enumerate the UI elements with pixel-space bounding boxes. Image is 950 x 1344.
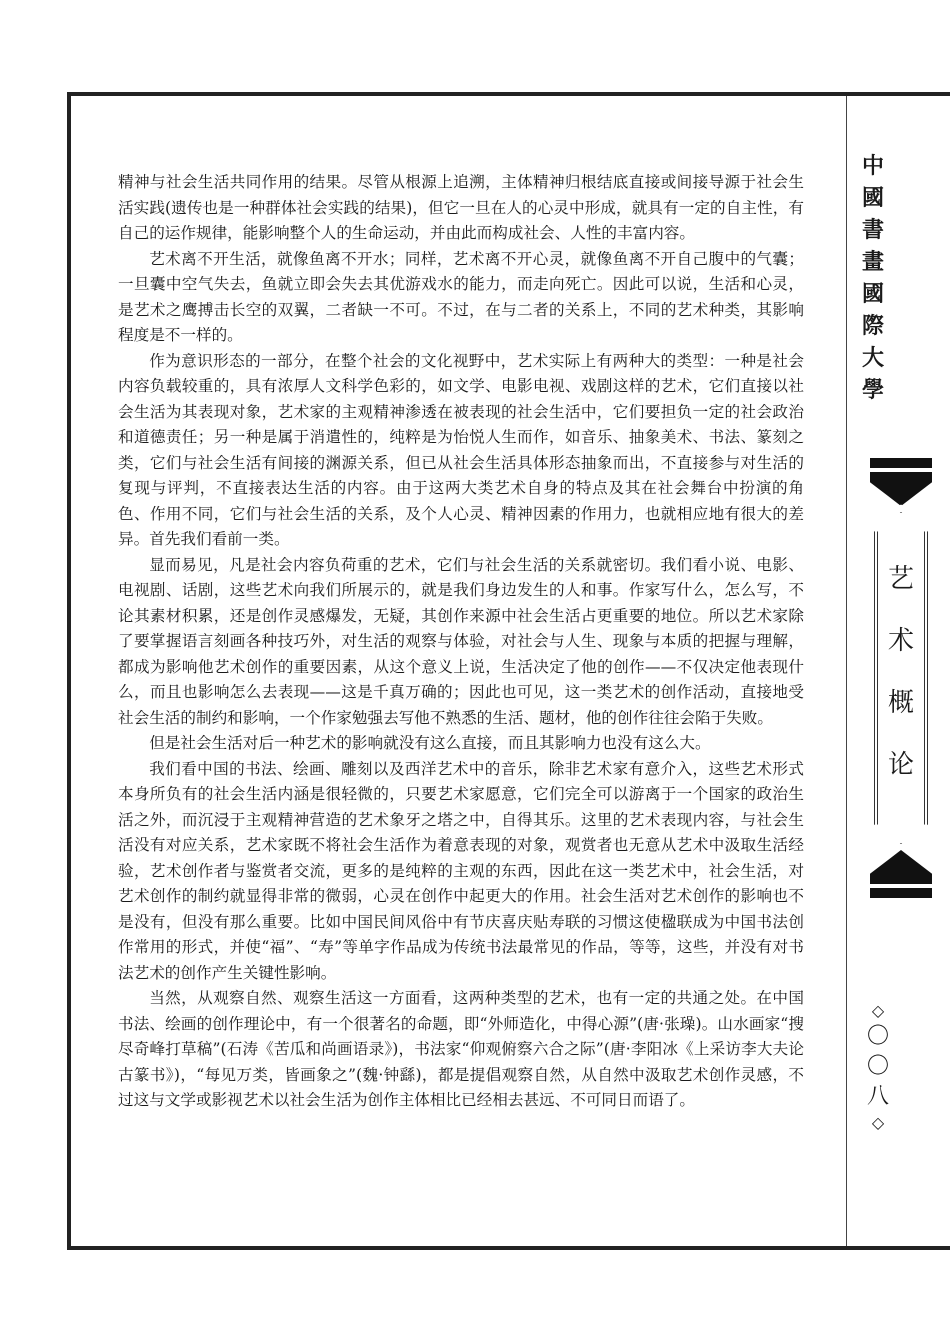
paragraph: 艺术离不开生活，就像鱼离不开水；同样，艺术离不开心灵，就像鱼离不开自己腹中的气囊；一旦囊中空气失去，鱼就立即会失去其优游戏水的能力，而走向死亡。因此可以说，生活和心灵，是艺术之鹰搏击长空的双翼，二者缺一不可。不过，在与二者的关系上，不同的艺术种类，其影响程度是不一样的。 (118, 249, 804, 344)
publisher-char: 書 (861, 217, 884, 243)
ornament-chevron-bottom (870, 850, 932, 884)
publisher-char: 際 (861, 313, 884, 339)
page-number (866, 1000, 890, 1134)
ornament-bar-top (870, 458, 932, 468)
paragraph: 但是社会生活对后一种艺术的影响就没有这么直接，而且其影响力也没有这么大。 (149, 734, 711, 752)
paragraph: 我们看中国的书法、绘画、雕刻以及西洋艺术中的音乐，除非艺术家有意介入，这些艺术形式本身所负有的社会生活内涵是很轻微的，只要艺术家愿意，它们完全可以游离于一个国家的政治生活之外，而沉浸于主观精神营造的艺术象牙之塔之中，自得其乐。这里的艺术表现内容，与社会生活没有对应关系，艺术家既不将社会生活作为着意表现的对象，观赏者也无意从艺术中汲取生活经验，艺术创作者与鉴赏者交流，更多的是纯粹的主观的东西，因此在这一类艺术中，社会生活，对艺术创作的制约就显得非常的微弱，心灵在创作中起更大的作用。社会生活对艺术创作的影响也不是没有，但没有那么重要。比如中国民间风俗中有节庆喜庆贴寿联的习惯这使楹联成为中国书法创作常用的形式，并使“福”、“寿”等单字作品成为传统书法最常见的作品，等等，这些，并没有对书法艺术的创作产生关键性影响。 (118, 759, 804, 982)
publisher-title (858, 150, 888, 406)
publisher-char: 國 (861, 281, 884, 307)
book-title-ornament (870, 458, 932, 898)
page-number-char: 〇 (866, 1054, 889, 1079)
ornament-bar-bottom (870, 888, 932, 898)
book-title-char: 术 (887, 626, 914, 656)
publisher-char: 大 (861, 345, 884, 371)
page-number-char: 八 (866, 1084, 889, 1109)
book-title-char: 论 (887, 750, 914, 780)
ornament-chevron-top (870, 472, 932, 506)
publisher-char: 中 (861, 153, 884, 179)
paragraph: 当然，从观察自然、观察生活这一方面看，这两种类型的艺术，也有一定的共通之处。在中国书法、绘画的创作理论中，有一个很著名的命题，即“外师造化，中得心源”(唐·张璪)。山水画家“搜尽奇峰打草稿”(石涛《苦瓜和尚画语录》)，书法家“仰观俯察六合之际”(唐·李阳冰《上采访李大夫论古篆书》)，“每见万类，皆画象之”(魏·钟繇)，都是提倡观察自然，从自然中汲取艺术创作灵感，不过这与文学或影视艺术以社会生活为创作主体相比已经相去甚远、不可同日而语了。 (118, 989, 804, 1109)
book-title-char: 概 (887, 688, 914, 718)
diamond-icon: ◇ (871, 1113, 885, 1132)
book-title-char: 艺 (887, 564, 914, 594)
publisher-char: 國 (861, 185, 884, 211)
publisher-char: 學 (861, 377, 884, 403)
paragraph: 作为意识形态的一部分，在整个社会的文化视野中，艺术实际上有两种大的类型：一种是社会内容负载较重的，具有浓厚人文科学色彩的，如文学、电影电视、戏剧这样的艺术，它们直接以社会生活为其表现对象，艺术家的主观精神渗透在被表现的社会生活中，它们要担负一定的社会政治和道德责任；另一种是属于消遣性的，纯粹是为怡悦人生而作，如音乐、抽象美术、书法、篆刻之类，它们与社会生活有间接的渊源关系，但已从社会生活具体形态抽象而出，不直接参与对生活的复现与评判，不直接表达生活的内容。由于这两大类艺术自身的特点及其在社会舞台中扮演的角色、作用不同，它们与社会生活的关系，及个人心灵、精神因素的作用力，也就相应地有很大的差异。首先我们看前一类。 (118, 351, 804, 548)
paragraph: 精神与社会生活共同作用的结果。尽管从根源上追溯，主体精神归根结底直接或间接导源于社会生活实践(遗传也是一种群体社会实践的结果)，但它一旦在人的心灵中形成，就具有一定的自主性，有自己的运作规律，能影响整个人的生命运动，并由此而构成社会、人性的丰富内容。 (118, 173, 804, 242)
book-title (870, 548, 932, 796)
diamond-icon: ◇ (871, 1001, 885, 1020)
body-text (118, 170, 804, 1114)
page-number-char: 〇 (866, 1024, 889, 1049)
paragraph: 显而易见，凡是社会内容负荷重的艺术，它们与社会生活的关系就密切。我们看小说、电影、电视剧、话剧，这些艺术向我们所展示的，就是我们身边发生的人和事。作家写什么，怎么写，不论其素材积累，还是创作灵感爆发，无疑，其创作来源中社会生活占更重要的地位。所以艺术家除了要掌握语言刻画各种技巧外，对生活的观察与体验，对社会与人生、现象与本质的把握与理解，都成为影响他艺术创作的重要因素，从这个意义上说，生活决定了他的创作——不仅决定他表现什么，而且也影响怎么去表现——这是千真万确的；因此也可见，这一类艺术的创作活动，直接地受社会生活的制约和影响，一个作家勉强去写他不熟悉的生活、题材，他的创作往往会陷于失败。 (118, 555, 804, 727)
sidebar-divider (846, 96, 847, 1246)
publisher-char: 畫 (861, 249, 884, 275)
